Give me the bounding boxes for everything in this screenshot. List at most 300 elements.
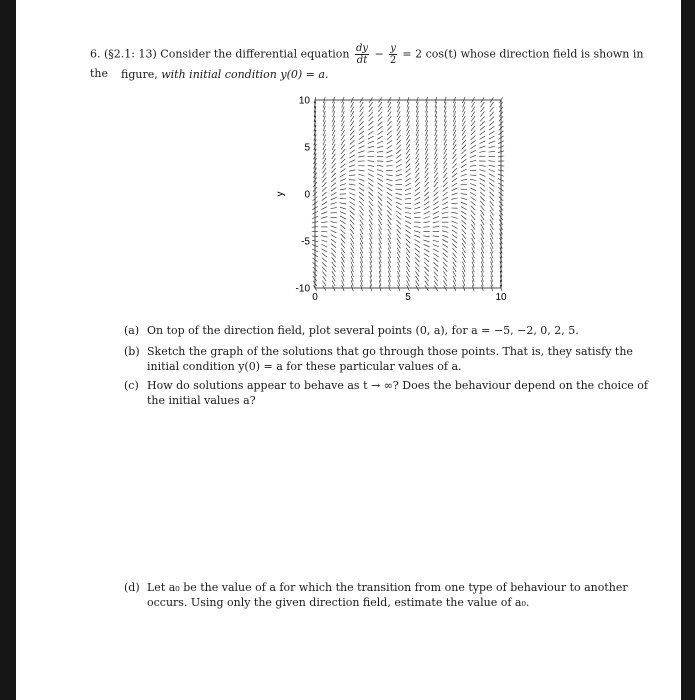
slope-mark	[368, 131, 373, 134]
slope-mark	[397, 126, 400, 131]
slope-mark	[378, 201, 382, 206]
y-tick-label: 5	[304, 142, 310, 154]
slope-mark	[471, 131, 475, 136]
slope-mark	[434, 267, 438, 272]
slope-mark	[360, 102, 363, 107]
slope-mark	[451, 217, 457, 219]
slope-mark	[406, 257, 410, 262]
slope-mark	[340, 184, 346, 186]
slope-mark	[406, 253, 410, 258]
slope-mark	[322, 177, 326, 182]
slope-mark	[405, 173, 410, 177]
slope-mark	[378, 192, 383, 196]
slope-mark	[424, 253, 429, 257]
slope-mark	[442, 207, 448, 209]
slope-mark	[340, 225, 345, 229]
part-c: (c) How do solutions appear to behave as t → ∞? Does the behaviour depend on the choice of the initial values a?	[124, 379, 648, 407]
slope-mark	[414, 212, 420, 213]
slope-mark	[331, 244, 336, 248]
slope-mark	[386, 165, 392, 166]
slope-mark	[387, 140, 392, 144]
slope-mark	[443, 177, 447, 182]
slope-mark	[462, 225, 466, 230]
slope-mark	[397, 140, 401, 145]
slope-mark	[349, 188, 355, 190]
slope-mark	[387, 145, 392, 148]
slope-mark	[462, 229, 466, 234]
slope-mark	[322, 173, 326, 178]
slope-mark	[387, 215, 391, 220]
slope-mark	[322, 197, 327, 201]
slope-mark	[461, 202, 467, 204]
slope-mark	[340, 164, 345, 168]
slope-mark	[490, 102, 494, 107]
slope-mark	[350, 206, 355, 210]
part-a: (a) On top of the direction field, plot several points (0, a), for a = −5, −2, 0, 2, 5.	[124, 324, 579, 337]
slope-mark	[442, 212, 448, 214]
slope-mark	[322, 192, 327, 196]
slope-mark	[405, 216, 411, 218]
slope-mark	[396, 206, 402, 209]
slope-mark	[479, 146, 485, 148]
slope-mark	[462, 248, 465, 253]
slope-mark	[471, 126, 475, 131]
slope-mark	[424, 267, 428, 272]
slope-mark	[387, 136, 392, 140]
slope-mark	[396, 202, 402, 205]
slope-mark	[434, 173, 438, 178]
slope-mark	[360, 215, 364, 220]
slope-mark	[415, 244, 420, 248]
slope-mark	[349, 197, 355, 200]
slope-mark	[331, 253, 335, 258]
slope-mark	[387, 192, 392, 196]
slope-mark	[331, 192, 337, 195]
slope-mark	[341, 243, 345, 248]
equation-rhs: = 2 cos(t)	[402, 47, 458, 61]
slope-mark	[471, 215, 475, 220]
slope-mark	[489, 187, 494, 191]
slope-mark	[388, 229, 391, 234]
slope-mark	[331, 183, 336, 187]
slope-mark	[360, 224, 363, 230]
slope-mark	[471, 111, 474, 116]
slope-mark	[424, 216, 430, 218]
slope-mark	[340, 207, 346, 209]
slope-mark	[424, 258, 429, 262]
slope-mark	[489, 192, 494, 197]
slope-mark	[462, 243, 465, 248]
y-axis-label: y	[275, 191, 286, 197]
slope-mark	[461, 174, 467, 176]
slope-mark	[434, 168, 437, 173]
slope-mark	[480, 112, 484, 117]
slope-mark	[377, 151, 383, 152]
slope-mark	[424, 197, 429, 201]
slope-mark	[350, 220, 354, 225]
slope-mark	[453, 144, 456, 149]
slope-mark	[490, 210, 494, 215]
slope-mark	[359, 179, 365, 182]
slope-mark	[489, 141, 495, 143]
slope-mark	[340, 179, 346, 182]
y-over-two-fraction: $\frac{y}{2}$	[389, 43, 397, 66]
slope-mark	[470, 150, 476, 153]
slope-mark	[452, 248, 456, 253]
slope-mark	[350, 130, 354, 135]
slope-mark	[490, 107, 494, 112]
slope-mark	[321, 244, 327, 247]
slope-mark	[480, 107, 484, 112]
slope-mark	[341, 234, 345, 239]
slope-mark	[471, 220, 475, 225]
slope-mark	[396, 174, 402, 176]
document-page	[16, 0, 681, 700]
slope-mark	[321, 236, 327, 238]
slope-mark	[461, 159, 466, 163]
slope-mark	[340, 169, 345, 173]
slope-mark	[359, 201, 363, 206]
slope-mark	[415, 182, 420, 186]
slope-mark	[414, 202, 420, 205]
slope-mark	[470, 155, 476, 157]
slope-mark	[331, 173, 335, 178]
slope-mark	[406, 248, 410, 253]
slope-mark	[359, 121, 363, 126]
slope-mark	[461, 194, 467, 195]
slope-mark	[331, 239, 336, 243]
slope-mark	[433, 245, 439, 247]
slope-mark	[424, 187, 428, 192]
slope-mark	[425, 182, 429, 187]
slope-mark	[470, 145, 475, 149]
slope-mark	[415, 267, 419, 272]
slope-mark	[415, 187, 420, 191]
slope-mark	[341, 252, 344, 257]
slope-mark	[350, 224, 354, 229]
slope-mark	[397, 248, 400, 254]
slope-mark	[349, 160, 355, 163]
slope-mark	[322, 187, 326, 192]
slope-mark	[322, 249, 327, 252]
slope-mark	[359, 141, 365, 144]
slope-mark	[452, 188, 458, 191]
slope-mark	[461, 216, 466, 220]
slope-mark	[332, 262, 336, 267]
slope-mark	[471, 121, 475, 126]
slope-mark	[433, 258, 438, 262]
slope-mark	[415, 192, 420, 196]
slope-mark	[396, 220, 401, 224]
slope-mark	[480, 206, 484, 211]
slope-mark	[378, 112, 382, 117]
slope-mark	[423, 227, 429, 228]
slope-mark	[452, 221, 458, 223]
slope-mark	[341, 135, 344, 140]
slope-mark	[472, 102, 475, 108]
slope-mark	[479, 174, 485, 176]
slope-mark	[461, 198, 467, 200]
slope-mark	[397, 229, 401, 234]
slope-mark	[425, 173, 429, 178]
slope-mark	[452, 178, 457, 182]
slope-mark	[359, 131, 364, 135]
viewer-left-border	[0, 0, 16, 700]
slope-mark	[470, 192, 475, 195]
slope-mark	[350, 140, 355, 144]
slope-mark	[462, 121, 465, 127]
slope-mark	[350, 150, 355, 154]
slope-mark	[350, 145, 355, 149]
slope-mark	[378, 102, 382, 107]
slope-mark	[377, 170, 383, 172]
slope-mark	[489, 161, 495, 162]
slope-mark	[359, 197, 364, 201]
slope-mark	[369, 102, 373, 107]
slope-mark	[377, 178, 383, 181]
slope-mark	[416, 158, 419, 163]
slope-mark	[405, 212, 411, 213]
slope-mark	[443, 267, 447, 272]
slope-mark	[406, 159, 410, 164]
slope-mark	[378, 121, 383, 125]
slope-mark	[452, 225, 458, 228]
slope-mark	[341, 159, 346, 163]
slope-mark	[323, 158, 326, 164]
slope-mark	[396, 179, 402, 180]
slope-mark	[360, 112, 364, 117]
slope-mark	[350, 211, 355, 215]
slope-mark	[461, 154, 466, 158]
slope-mark	[406, 144, 409, 149]
slope-mark	[470, 165, 476, 166]
slope-mark	[349, 184, 355, 185]
slope-mark	[368, 161, 374, 162]
slope-mark	[322, 182, 326, 187]
y-tick-label: -10	[295, 283, 310, 295]
slope-mark	[369, 201, 373, 206]
slope-mark	[378, 206, 382, 211]
slope-mark	[471, 229, 474, 234]
slope-mark	[444, 154, 447, 160]
slope-mark	[425, 177, 429, 182]
slope-mark	[350, 121, 354, 126]
slope-mark	[406, 149, 410, 154]
slope-mark	[434, 281, 438, 286]
slope-mark	[416, 281, 419, 287]
slope-mark	[386, 160, 392, 161]
slope-mark	[350, 215, 354, 220]
slope-mark	[406, 266, 409, 272]
slope-mark	[387, 150, 393, 153]
slope-mark	[378, 187, 383, 191]
slope-mark	[451, 212, 457, 213]
slope-mark	[452, 234, 457, 238]
slope-mark	[369, 117, 373, 122]
slope-mark	[397, 121, 400, 127]
slope-mark	[462, 252, 465, 258]
slope-mark	[368, 183, 373, 187]
x-tick-label: 0	[312, 292, 318, 303]
slope-mark	[405, 225, 410, 228]
slope-mark	[331, 178, 336, 182]
slope-mark	[322, 253, 327, 257]
slope-mark	[433, 202, 438, 206]
slope-mark	[489, 178, 494, 181]
slope-mark	[359, 116, 363, 121]
slope-mark	[396, 189, 402, 190]
slope-mark	[368, 141, 374, 143]
slope-mark	[433, 253, 438, 257]
slope-mark	[424, 240, 430, 242]
slope-mark	[434, 163, 437, 169]
slope-mark	[490, 206, 494, 211]
slope-mark	[424, 244, 430, 246]
slope-mark	[443, 248, 448, 252]
slope-mark	[406, 262, 409, 267]
slope-mark	[461, 169, 467, 172]
slope-mark	[425, 168, 428, 173]
slope-mark	[424, 262, 429, 266]
slope-mark	[388, 116, 392, 121]
slope-mark	[321, 212, 327, 214]
slope-mark	[451, 193, 457, 195]
slope-mark	[462, 234, 466, 239]
slope-mark	[369, 215, 372, 220]
slope-mark	[443, 168, 447, 173]
slope-mark	[423, 236, 429, 237]
slope-mark	[453, 253, 457, 258]
slope-mark	[351, 111, 354, 117]
slope-mark	[433, 221, 439, 222]
slope-mark	[323, 281, 327, 286]
slope-mark	[443, 182, 447, 187]
slope-mark	[442, 227, 448, 228]
slope-mark	[359, 183, 365, 186]
slope-mark	[340, 220, 345, 224]
slope-mark	[405, 178, 410, 182]
slope-mark	[425, 281, 429, 286]
slope-mark	[415, 257, 419, 262]
slope-mark	[369, 210, 373, 215]
slope-mark	[490, 215, 493, 220]
slope-mark	[330, 208, 336, 209]
slope-mark	[331, 230, 337, 233]
slope-mark	[377, 174, 383, 177]
slope-mark	[452, 243, 456, 248]
slope-mark	[481, 215, 484, 220]
slope-mark	[368, 174, 374, 177]
slope-mark	[489, 169, 495, 171]
slope-mark	[461, 220, 466, 224]
slope-mark	[479, 156, 485, 157]
slope-mark	[369, 219, 372, 225]
slope-mark	[453, 154, 457, 159]
slope-mark	[368, 136, 374, 139]
slope-mark	[470, 184, 476, 186]
slope-arrows	[312, 97, 504, 291]
slope-mark	[406, 154, 410, 159]
slope-mark	[340, 203, 346, 204]
question-intro-cont: whose direction field is shown in the	[90, 47, 644, 80]
slope-mark	[434, 177, 438, 182]
slope-mark	[332, 257, 336, 262]
slope-mark	[322, 276, 326, 281]
slope-mark	[480, 201, 484, 206]
slope-mark	[424, 202, 429, 206]
slope-mark	[387, 201, 392, 205]
slope-mark	[332, 158, 336, 163]
slope-mark	[424, 211, 430, 214]
slope-mark	[397, 225, 401, 230]
slope-mark	[359, 192, 364, 196]
slope-mark	[359, 146, 365, 149]
slope-mark	[462, 149, 467, 154]
slope-mark	[349, 170, 355, 171]
slope-mark	[369, 112, 373, 117]
slope-mark	[396, 193, 402, 194]
slope-mark	[331, 248, 336, 252]
slope-mark	[489, 121, 494, 125]
slope-mark	[461, 184, 467, 185]
slope-mark	[332, 267, 336, 272]
slope-mark	[387, 206, 391, 211]
slope-mark	[470, 175, 476, 176]
slope-mark	[415, 178, 419, 183]
derivative-fraction: $\frac{dy}{dt}$	[355, 43, 369, 66]
slope-mark	[442, 197, 447, 200]
slope-mark	[386, 155, 392, 157]
slope-mark	[406, 168, 411, 172]
slope-mark	[433, 211, 439, 214]
slope-mark	[442, 244, 447, 247]
minus-sign: −	[374, 47, 384, 61]
slope-mark	[377, 146, 383, 148]
slope-mark	[341, 229, 346, 233]
slope-mark	[406, 243, 410, 248]
slope-mark	[414, 239, 420, 242]
slope-mark	[461, 211, 466, 214]
slope-mark	[452, 163, 456, 168]
slope-mark	[452, 159, 456, 164]
slope-mark	[433, 227, 439, 228]
slope-mark	[433, 216, 439, 218]
slope-mark	[360, 220, 363, 225]
y-tick-label: 10	[298, 95, 310, 107]
question-intro: Consider the differential equation	[160, 47, 350, 61]
slope-mark	[462, 238, 466, 243]
slope-mark	[397, 130, 401, 135]
slope-mark	[396, 145, 400, 150]
slope-mark	[443, 187, 448, 191]
slope-mark	[414, 217, 420, 218]
slope-mark	[424, 249, 430, 252]
x-tick-label: 5	[405, 292, 411, 303]
slope-mark	[480, 136, 485, 139]
slope-mark	[388, 107, 391, 112]
slope-mark	[405, 230, 410, 234]
slope-mark	[443, 276, 447, 281]
slope-mark	[453, 266, 456, 271]
slope-mark	[480, 178, 486, 181]
slope-mark	[377, 131, 382, 135]
slope-mark	[331, 188, 336, 192]
slope-mark	[323, 163, 326, 168]
slope-mark	[444, 281, 447, 286]
slope-mark	[461, 179, 467, 180]
slope-mark	[397, 243, 400, 248]
slope-mark	[387, 188, 393, 191]
